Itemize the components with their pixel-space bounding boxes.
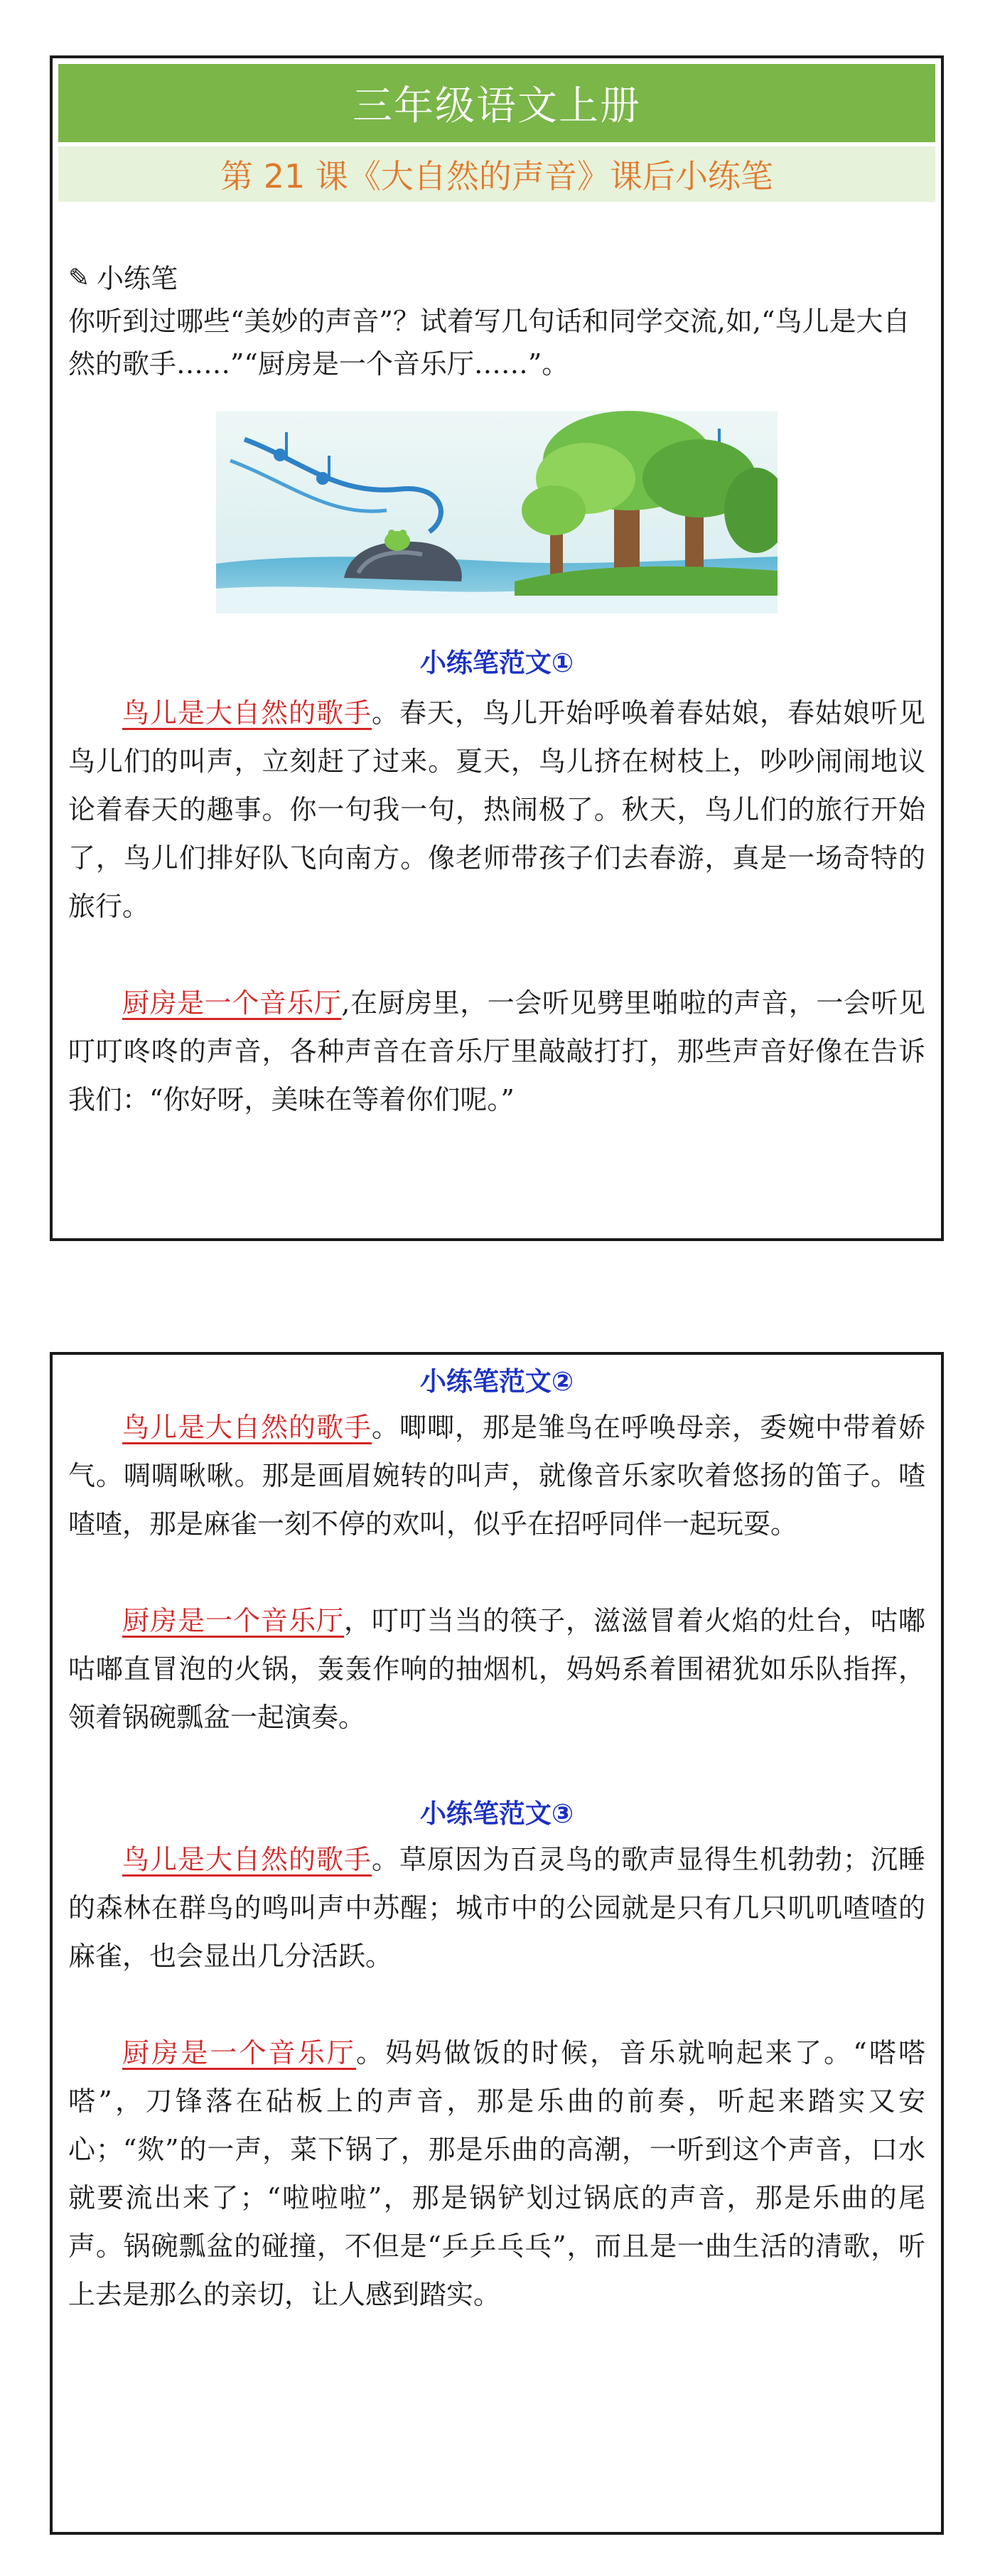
example-1-kitchen-highlight: 厨房是一个音乐厅 <box>122 987 342 1019</box>
example-2-birds-highlight: 鸟儿是大自然的歌手 <box>122 1412 372 1443</box>
example-2-kitchen-text: ，叮叮当当的筷子，滋滋冒着火焰的灶台，咕嘟咕嘟直冒泡的火锅，轰轰作响的抽烟机，妈妈系着围裙犹如乐队指挥，领着锅碗瓢盆一起演奏。 <box>68 1605 925 1733</box>
grade-title-banner <box>58 64 935 142</box>
nature-sound-illustration <box>216 411 778 613</box>
exercise-label-text: 小练笔 <box>97 263 178 294</box>
example-3-birds-text: 。草原因为百灵鸟的歌声显得生机勃勃；沉睡的森林在群鸟的鸣叫声中苏醒；城市中的公园就是只有几只叽叽喳喳的麻雀，也会显出几分活跃。 <box>68 1844 925 1972</box>
example-1-kitchen-text: ,在厨房里，一会听见劈里啪啦的声音，一会听见叮叮咚咚的声音，各种声音在音乐厅里敲敲打打，那些声音好像在告诉我们：“你好呀，美味在等着你们呢。” <box>68 987 925 1115</box>
card-1-content <box>53 257 941 1124</box>
example-2-kitchen-highlight: 厨房是一个音乐厅 <box>122 1605 344 1636</box>
worksheet-card-2 <box>50 1352 944 2535</box>
example-1-birds-highlight: 鸟儿是大自然的歌手 <box>122 697 372 729</box>
example-3-paragraph-birds <box>68 1835 925 1980</box>
example-3-kitchen-text: 。妈妈做饭的时候，音乐就响起来了。“嗒嗒嗒”，刀锋落在砧板上的声音，那是乐曲的前奏，听起来踏实又安心；“欻”的一声，菜下锅了，那是乐曲的高潮，一听到这个声音，口水就要流出来了；“啦啦啦”，那是锅铲划过锅底的声音，那是乐曲的尾声。锅碗瓢盆的碰撞，不但是“乒乒乓乓”，而且是一曲生活的清歌，听上去是那么的亲切，让人感到踏实。 <box>68 2037 925 2310</box>
example-2-heading: 小练笔范文② <box>419 1366 574 1397</box>
worksheet-card-1 <box>50 55 944 1241</box>
example-1-paragraph-birds <box>68 689 925 930</box>
example-1-birds-text: 。春天，鸟儿开始呼唤着春姑娘，春姑娘听见鸟儿们的叫声，立刻赶了过来。夏天，鸟儿挤在树枝上，吵吵闹闹地议论着春天的趣事。你一句我一句，热闹极了。秋天，鸟儿们的旅行开始了，鸟儿们排好队飞向南方。像老师带孩子们去春游，真是一场奇特的旅行。 <box>68 697 925 922</box>
lesson-title-banner <box>58 146 935 202</box>
example-1-paragraph-kitchen <box>68 979 925 1124</box>
pencil-icon: ✎ <box>68 264 90 293</box>
example-3-heading: 小练笔范文③ <box>419 1798 574 1829</box>
example-2-paragraph-birds <box>68 1403 925 1548</box>
exercise-label <box>68 257 925 300</box>
example-3-birds-highlight: 鸟儿是大自然的歌手 <box>122 1844 372 1875</box>
example-2-paragraph-kitchen <box>68 1596 925 1742</box>
lesson-title: 第 21 课《大自然的声音》课后小练笔 <box>220 157 773 195</box>
card-2-content <box>53 1361 941 2319</box>
exercise-prompt: 你听到过哪些“美妙的声音”？试着写几句话和同学交流,如,“鸟儿是大自然的歌手……”“厨房是一个音乐厅……”。 <box>68 306 910 380</box>
example-1-heading: 小练笔范文① <box>419 648 574 678</box>
example-3-paragraph-kitchen <box>68 2029 925 2319</box>
grade-title: 三年级语文上册 <box>353 83 641 129</box>
example-3-kitchen-highlight: 厨房是一个音乐厅 <box>122 2037 357 2068</box>
example-2-birds-text: 。唧唧，那是雏鸟在呼唤母亲，委婉中带着娇气。啁啁啾啾。那是画眉婉转的叫声，就像音乐家吹着悠扬的笛子。喳喳喳，那是麻雀一刻不停的欢叫，似乎在招呼同伴一起玩耍。 <box>68 1412 925 1540</box>
